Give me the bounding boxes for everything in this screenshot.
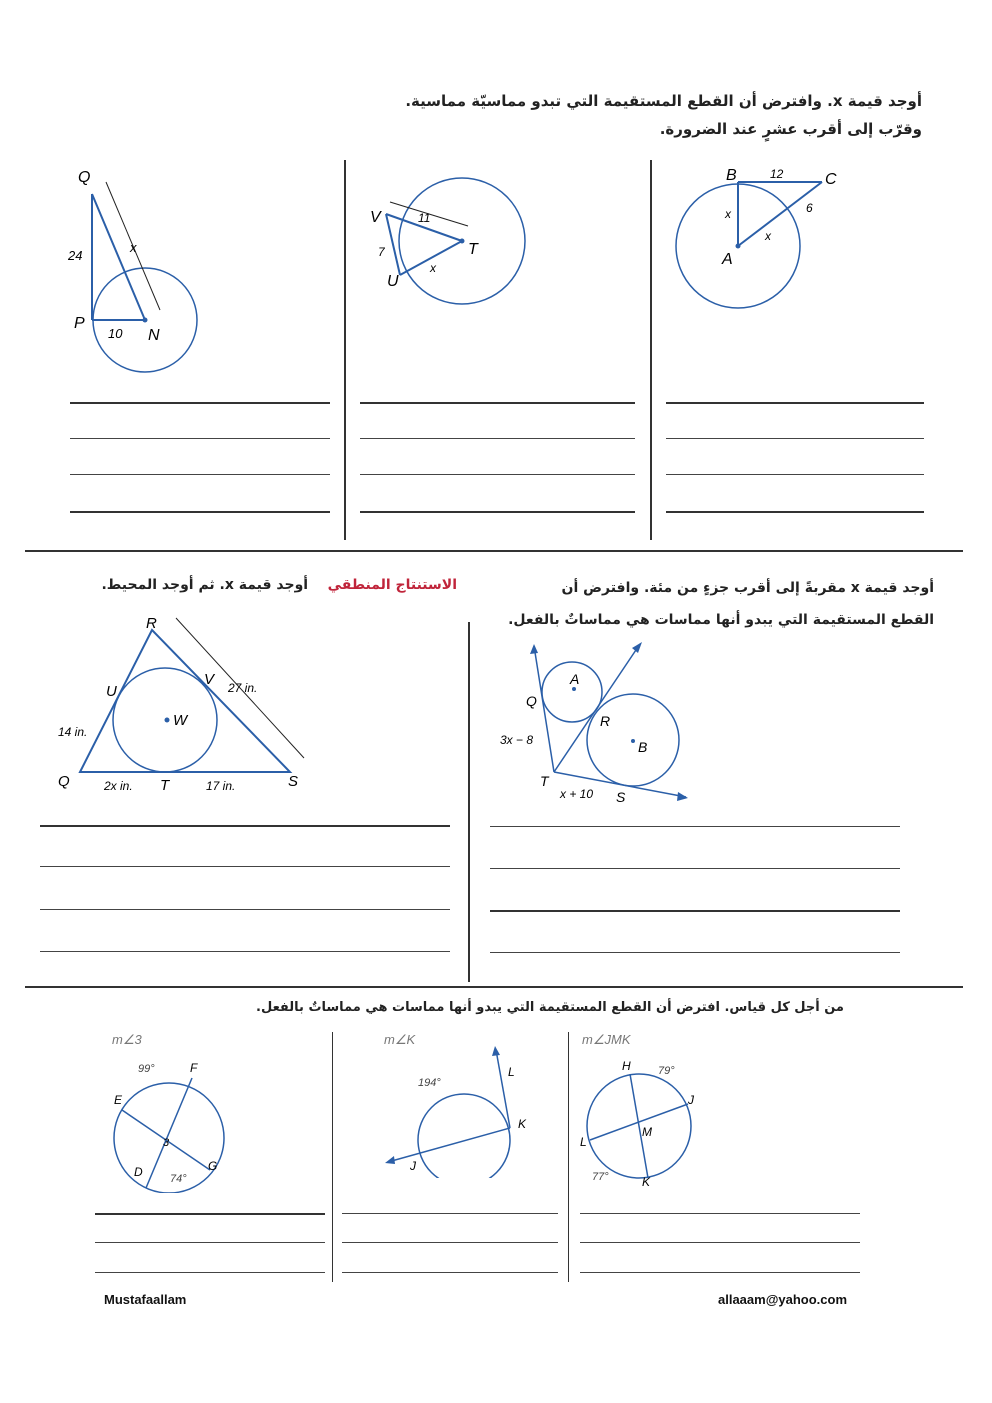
figure-angle-jmk	[578, 1028, 728, 1193]
label-q: Q	[526, 693, 537, 709]
instruction-line-1: أوجد قيمة x. وافترض أن القطع المستقيمة التي تبدو مماسيّة مماسية.	[405, 92, 922, 110]
figure-tangent-abc	[670, 160, 850, 320]
label-j: J	[410, 1159, 416, 1173]
answer-line[interactable]	[342, 1213, 558, 1214]
instruction-left	[101, 577, 457, 593]
label-q: Q	[78, 169, 91, 186]
answer-line[interactable]	[360, 402, 635, 404]
column-divider	[332, 1032, 333, 1282]
figure-angle-k	[380, 1028, 550, 1178]
figure-tangent-qpn	[50, 160, 220, 385]
length-x: x	[725, 207, 731, 221]
column-divider	[568, 1032, 569, 1282]
column-divider	[650, 160, 652, 540]
length-7: 7	[378, 245, 385, 259]
length-x: x	[430, 261, 436, 275]
answer-line[interactable]	[360, 438, 635, 439]
answer-line[interactable]	[580, 1272, 860, 1273]
label-c: C	[825, 171, 837, 188]
length-27: 27 in.	[228, 681, 258, 695]
answer-line[interactable]	[666, 474, 924, 475]
length-x: x	[130, 240, 137, 255]
label-a: A	[722, 251, 733, 268]
answer-line[interactable]	[70, 474, 330, 475]
length-17: 17 in.	[206, 779, 236, 793]
label-r: R	[600, 713, 611, 729]
measure-title: m∠K	[384, 1032, 416, 1047]
length-24: 24	[68, 248, 83, 263]
answer-line[interactable]	[40, 866, 450, 867]
label-t: T	[540, 773, 549, 789]
arc-79: 79°	[658, 1065, 675, 1077]
answer-line[interactable]	[342, 1242, 558, 1243]
label-b: B	[638, 739, 648, 755]
label-h: H	[622, 1059, 631, 1073]
label-a: A	[570, 671, 580, 687]
answer-line[interactable]	[360, 474, 635, 475]
answer-line[interactable]	[490, 952, 900, 953]
answer-line[interactable]	[342, 1272, 558, 1273]
answer-line[interactable]	[580, 1213, 860, 1214]
length-6: 6	[806, 201, 813, 215]
instruction-left-text: أوجد قيمة x. ثم أوجد المحيط.	[101, 577, 309, 593]
label-t: T	[468, 241, 478, 258]
length-10: 10	[108, 326, 123, 341]
label-r: R	[146, 615, 157, 632]
answer-line[interactable]	[580, 1242, 860, 1243]
label-p: P	[74, 315, 85, 332]
answer-line[interactable]	[40, 909, 450, 910]
answer-line[interactable]	[490, 826, 900, 827]
figure-triangle-incircle	[50, 612, 320, 802]
label-s: S	[288, 773, 299, 790]
arc-99: 99°	[138, 1063, 155, 1075]
measure-title: m∠3	[112, 1032, 142, 1047]
length-11: 11	[418, 211, 431, 225]
label-j: J	[688, 1093, 694, 1107]
label-e: E	[114, 1093, 123, 1107]
answer-line[interactable]	[70, 511, 330, 513]
label-u: U	[387, 273, 399, 290]
label-d: D	[134, 1165, 143, 1179]
measure-title: m∠JMK	[582, 1032, 631, 1047]
answer-line[interactable]	[40, 951, 450, 952]
length-2x: 2x in.	[104, 779, 133, 793]
arc-74: 74°	[170, 1173, 187, 1185]
column-divider	[344, 160, 346, 540]
label-s: S	[616, 789, 626, 805]
label-k: K	[642, 1175, 651, 1189]
instruction-right-line-2: القطع المستقيمة التي يبدو أنها مماسات هي مماساتٌ بالفعل.	[508, 612, 934, 628]
figure-angle-3	[100, 1028, 240, 1193]
label-u: U	[106, 683, 117, 700]
length-3x-8: 3x − 8	[500, 733, 534, 747]
answer-line[interactable]	[666, 438, 924, 439]
label-m: M	[642, 1125, 652, 1139]
instruction-right-line-1: أوجد قيمة x مقربةً إلى أقرب جزءٍ من مئة. وافترض أن	[561, 580, 934, 596]
reasoning-label: الاستنتاج المنطقي	[327, 577, 457, 593]
answer-line[interactable]	[95, 1242, 325, 1243]
answer-line[interactable]	[666, 511, 924, 513]
instruction-section-3: من أجل كل قياس. افترض أن القطع المستقيمة التي يبدو أنها مماسات هي مماساتٌ بالفعل.	[256, 1000, 844, 1015]
answer-line[interactable]	[490, 910, 900, 912]
answer-line[interactable]	[95, 1213, 325, 1215]
label-l: L	[580, 1135, 587, 1149]
label-v: V	[370, 209, 381, 226]
angle-3: 3	[163, 1137, 170, 1149]
answer-line[interactable]	[70, 438, 330, 439]
label-n: N	[148, 327, 160, 344]
figure-tangent-vtu	[360, 170, 540, 320]
label-f: F	[190, 1061, 198, 1075]
label-b: B	[726, 167, 737, 184]
label-l: L	[508, 1065, 515, 1079]
length-14: 14 in.	[58, 725, 88, 739]
answer-line[interactable]	[490, 868, 900, 869]
footer-email[interactable]: allaaam@yahoo.com	[718, 1292, 848, 1307]
length-x: x	[765, 229, 771, 243]
section-divider	[25, 550, 963, 552]
column-divider	[468, 622, 470, 982]
answer-line[interactable]	[360, 511, 635, 513]
length-12: 12	[770, 167, 784, 181]
instruction-line-2: وقرّب إلى أقرب عشرٍ عند الضرورة.	[659, 120, 922, 138]
answer-line[interactable]	[95, 1272, 325, 1273]
arc-194: 194°	[418, 1077, 441, 1089]
figure-two-circles	[490, 640, 710, 810]
label-k: K	[518, 1117, 527, 1131]
label-w: W	[173, 712, 188, 729]
answer-line[interactable]	[666, 402, 924, 404]
label-v: V	[204, 671, 215, 688]
footer-author: Mustafaallam	[104, 1292, 187, 1307]
section-divider	[25, 986, 963, 988]
label-t: T	[160, 777, 170, 794]
answer-line[interactable]	[40, 825, 450, 827]
length-x-10: x + 10	[560, 787, 594, 801]
label-q: Q	[58, 773, 70, 790]
arc-77: 77°	[592, 1171, 609, 1183]
label-g: G	[208, 1159, 218, 1173]
answer-line[interactable]	[70, 402, 330, 404]
